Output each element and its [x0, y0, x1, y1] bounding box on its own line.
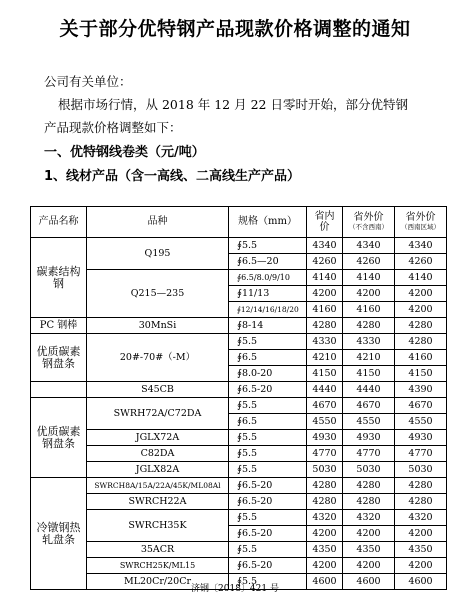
category-carbon-structural: 碳素结构 钢: [31, 238, 87, 318]
spec-cell: ∮6.5: [229, 350, 307, 366]
price-southwest: 4160: [395, 350, 447, 366]
spec-cell: ∮5.5: [229, 334, 307, 350]
price-out-province: 4260: [343, 254, 395, 270]
spec-cell: ∮5.5: [229, 462, 307, 478]
header-variety: 品种: [87, 207, 229, 238]
table-row: [31, 542, 447, 558]
salutation: 公司有关单位：: [44, 74, 132, 89]
variety-cell: ML20Cr/20Cr: [87, 574, 229, 590]
spec-cell: ∮6.5: [229, 414, 307, 430]
spec-cell: ∮5.5: [229, 542, 307, 558]
table-row: [31, 510, 447, 526]
price-out-province: 4350: [343, 542, 395, 558]
price-in-province: 4140: [307, 270, 343, 286]
price-out-province: 4200: [343, 286, 395, 302]
price-in-province: 4200: [307, 558, 343, 574]
price-table: [30, 206, 447, 590]
price-southwest: 4390: [395, 382, 447, 398]
header-in-province-price: 省内 价: [307, 207, 343, 238]
price-out-province: 4600: [343, 574, 395, 590]
price-in-province: 4770: [307, 446, 343, 462]
price-in-province: 4930: [307, 430, 343, 446]
price-out-province: 4140: [343, 270, 395, 286]
table-row: [31, 478, 447, 494]
table-row: [31, 334, 447, 350]
price-southwest: 4200: [395, 526, 447, 542]
price-out-province: 4330: [343, 334, 395, 350]
price-in-province: 4280: [307, 478, 343, 494]
category-quality-carbon-wire-rod: 优质碳素 钢盘条: [31, 334, 87, 382]
spec-cell: ∮11/13: [229, 286, 307, 302]
variety-cell: SWRH72A/C72DA: [87, 398, 229, 430]
price-in-province: 4670: [307, 398, 343, 414]
price-southwest: 4670: [395, 398, 447, 414]
price-in-province: 4320: [307, 510, 343, 526]
variety-cell: SWRCH22A: [87, 494, 229, 510]
price-southwest: 4930: [395, 430, 447, 446]
category-pc-bar: PC 钢棒: [31, 318, 87, 334]
price-southwest: 4320: [395, 510, 447, 526]
variety-cell: Q195: [87, 238, 229, 270]
table-row: [31, 398, 447, 414]
spec-cell: ∮6.5-20: [229, 558, 307, 574]
spec-cell: ∮6.5/8.0/9/10: [229, 270, 307, 286]
document-title: 关于部分优特钢产品现款价格调整的通知: [59, 18, 411, 40]
table-header-row: [31, 207, 447, 238]
header-southwest-price: 省外价 （西南区域）: [395, 207, 447, 238]
spec-cell: ∮6.5-20: [229, 494, 307, 510]
variety-cell: JGLX82A: [87, 462, 229, 478]
price-out-province: 4670: [343, 398, 395, 414]
price-in-province: 4340: [307, 238, 343, 254]
variety-cell: 35ACR: [87, 542, 229, 558]
price-in-province: 4200: [307, 526, 343, 542]
price-in-province: 4280: [307, 494, 343, 510]
price-out-province: 4150: [343, 366, 395, 382]
header-out-province-price: 省外价 （不含西南）: [343, 207, 395, 238]
variety-cell: 30MnSi: [87, 318, 229, 334]
price-in-province: 4210: [307, 350, 343, 366]
spec-cell: ∮5.5: [229, 430, 307, 446]
price-out-province: 4210: [343, 350, 395, 366]
variety-cell: 20#-70#（-M）: [87, 334, 229, 382]
body-text-line-2: 产品现款价格调整如下：: [44, 120, 182, 135]
price-in-province: 4200: [307, 286, 343, 302]
price-out-province: 4200: [343, 526, 395, 542]
price-out-province: 4550: [343, 414, 395, 430]
category-cold-heading-steel: 冷镦钢热 轧盘条: [31, 478, 87, 590]
price-southwest: 4280: [395, 318, 447, 334]
variety-cell: SWRCH25K/ML15: [87, 558, 229, 574]
price-out-province: 4280: [343, 318, 395, 334]
price-southwest: 4550: [395, 414, 447, 430]
variety-cell: SWRCH35K: [87, 510, 229, 542]
category-quality-carbon-wire-rod-2: 优质碳素 钢盘条: [31, 398, 87, 478]
price-out-province: 4200: [343, 558, 395, 574]
price-southwest: 4200: [395, 558, 447, 574]
spec-cell: ∮5.5: [229, 446, 307, 462]
price-out-province: 4440: [343, 382, 395, 398]
price-southwest: 4200: [395, 302, 447, 318]
spec-cell: ∮5.5: [229, 398, 307, 414]
body-text-line-1: 根据市场行情，从 2018 年 12 月 22 日零时开始，部分优特钢: [58, 97, 408, 112]
variety-cell: Q215—235: [87, 270, 229, 318]
price-southwest: 5030: [395, 462, 447, 478]
header-spec: 规格（mm）: [229, 207, 307, 238]
price-out-province: 4280: [343, 494, 395, 510]
price-in-province: 4440: [307, 382, 343, 398]
spec-cell: ∮6.5-20: [229, 478, 307, 494]
spec-cell: ∮6.5—20: [229, 254, 307, 270]
document-number-footer: 济钢〔2018〕421 号: [191, 584, 279, 594]
spec-cell: ∮6.5-20: [229, 382, 307, 398]
price-southwest: 4280: [395, 334, 447, 350]
subsection-heading: 1、线材产品（含一高线、二高线生产产品）: [44, 169, 301, 184]
spec-cell: ∮5.5: [229, 238, 307, 254]
price-in-province: 4280: [307, 318, 343, 334]
table-row: [31, 558, 447, 574]
price-in-province: 4330: [307, 334, 343, 350]
table-row: [31, 494, 447, 510]
spec-cell: ∮6.5-20: [229, 526, 307, 542]
price-southwest: 4150: [395, 366, 447, 382]
category-continuation: [31, 382, 87, 398]
price-in-province: 4600: [307, 574, 343, 590]
price-in-province: 5030: [307, 462, 343, 478]
variety-cell: JGLX72A: [87, 430, 229, 446]
price-in-province: 4350: [307, 542, 343, 558]
table-row: [31, 270, 447, 286]
table-row: [31, 238, 447, 254]
spec-cell: ∮5.5: [229, 510, 307, 526]
price-southwest: 4350: [395, 542, 447, 558]
table-row: [31, 318, 447, 334]
price-out-province: 4320: [343, 510, 395, 526]
table-row: [31, 462, 447, 478]
price-out-province: 4160: [343, 302, 395, 318]
price-southwest: 4340: [395, 238, 447, 254]
variety-cell: C82DA: [87, 446, 229, 462]
spec-cell: ∮8.0-20: [229, 366, 307, 382]
price-out-province: 5030: [343, 462, 395, 478]
price-out-province: 4770: [343, 446, 395, 462]
price-out-province: 4930: [343, 430, 395, 446]
price-southwest: 4200: [395, 286, 447, 302]
header-product-name: 产品名称: [31, 207, 87, 238]
price-southwest: 4600: [395, 574, 447, 590]
spec-cell: ∮12/14/16/18/20: [229, 302, 307, 318]
price-in-province: 4150: [307, 366, 343, 382]
price-southwest: 4770: [395, 446, 447, 462]
table-row: [31, 430, 447, 446]
price-in-province: 4260: [307, 254, 343, 270]
price-southwest: 4280: [395, 494, 447, 510]
variety-cell: S45CB: [87, 382, 229, 398]
spec-cell: ∮5.5: [229, 574, 307, 590]
table-row: [31, 446, 447, 462]
price-in-province: 4550: [307, 414, 343, 430]
spec-cell: ∮8-14: [229, 318, 307, 334]
price-out-province: 4340: [343, 238, 395, 254]
price-southwest: 4140: [395, 270, 447, 286]
price-out-province: 4280: [343, 478, 395, 494]
table-row: [31, 382, 447, 398]
variety-cell: SWRCH8A/15A/22A/45K/ML08Al: [87, 478, 229, 494]
price-southwest: 4260: [395, 254, 447, 270]
section-heading: 一、优特钢线卷类（元/吨）: [44, 145, 205, 160]
price-in-province: 4160: [307, 302, 343, 318]
price-southwest: 4280: [395, 478, 447, 494]
